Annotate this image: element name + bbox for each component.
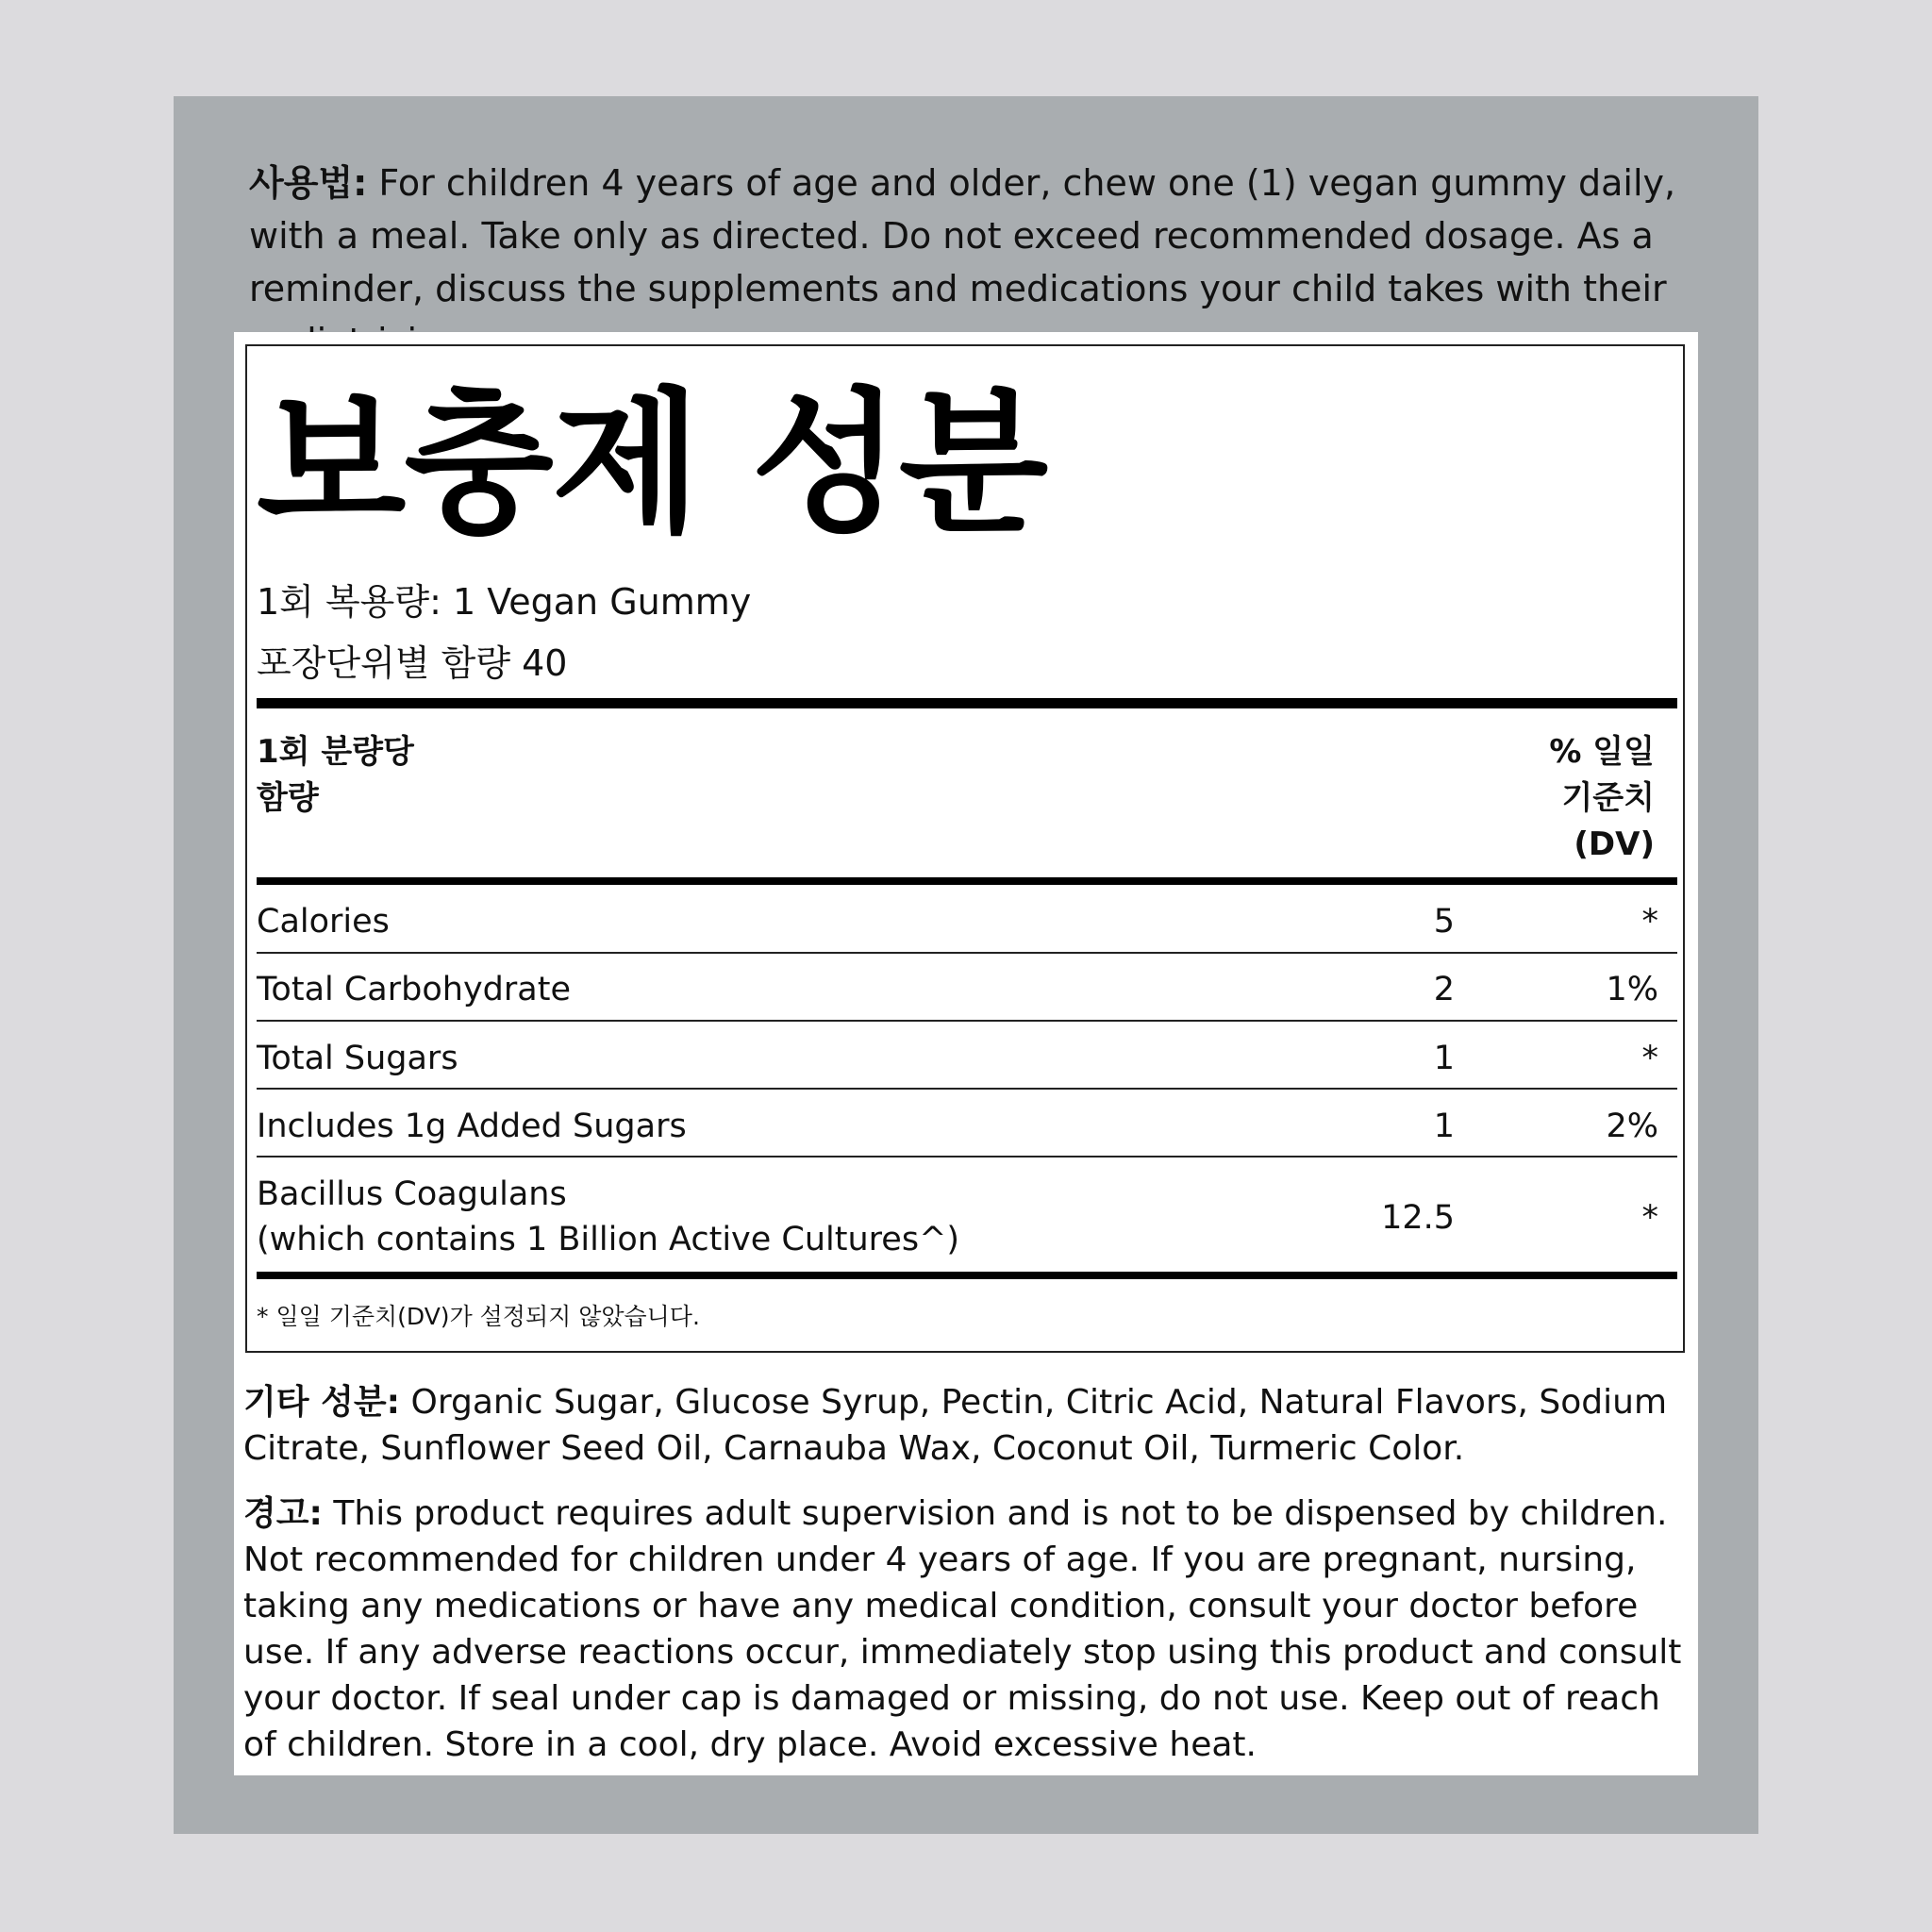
- nutrient-amount: 2: [1433, 971, 1455, 1008]
- header-left-line2: 함량: [257, 779, 319, 817]
- nutrient-dv: 2%: [1606, 1108, 1658, 1145]
- nutrient-dv: *: [1641, 1199, 1658, 1237]
- nutrient-amount: 1: [1433, 1108, 1455, 1145]
- row-divider: [257, 1088, 1677, 1090]
- nutrient-dv: 1%: [1606, 971, 1658, 1008]
- row-divider: [257, 952, 1677, 954]
- nutrient-amount: 5: [1433, 903, 1455, 941]
- header-right-line1: % 일일: [1549, 733, 1655, 771]
- nutrient-dv: *: [1641, 1040, 1658, 1077]
- row-divider: [257, 1020, 1677, 1022]
- warning: [243, 1491, 1687, 1768]
- other-ingredients-label: 기타 성분:: [243, 1383, 401, 1422]
- nutrient-name-detail: (which contains 1 Billion Active Cultures^): [257, 1221, 960, 1258]
- directions-body: For children 4 years of age and older, chew one (1) vegan gummy daily, with a meal. Take only as directed. Do not exceed recommended dosage. As a reminder, discuss the supplements and medications your child takes with their: [249, 162, 1676, 309]
- thick-divider: [257, 698, 1677, 708]
- facts-title: 보충제 성분: [257, 374, 1047, 554]
- daily-value-header: [1523, 729, 1655, 868]
- amount-per-serving-header: [257, 729, 464, 822]
- nutrient-name: Total Carbohydrate: [257, 971, 571, 1008]
- header-right-line2: 기준치: [1561, 779, 1655, 817]
- nutrient-name: Includes 1g Added Sugars: [257, 1108, 687, 1145]
- header-right-line3: (DV): [1574, 825, 1655, 863]
- servings-per-container: 포장단위별 함량 40: [257, 642, 568, 684]
- nutrient-amount: 1: [1433, 1040, 1455, 1077]
- nutrient-name: Bacillus Coagulans: [257, 1175, 567, 1213]
- other-ingredients: [243, 1379, 1687, 1472]
- row-divider: [257, 1156, 1677, 1158]
- nutrient-name: Calories: [257, 903, 390, 941]
- warning-label: 경고:: [243, 1494, 323, 1533]
- warning-text: This product requires adult supervision and is not to be dispensed by children. Not recommended for children under 4 years of age. If you are pregnant, nursing, taking any medications or have any medical condition, consult your doctor before use. If any adverse reactions occur, immediately stop using this product and consult your doctor. If seal under cap is damaged or missing, do not use. Keep out of reach of children. Store in a cool, dry place. Avoid excessive heat.: [243, 1494, 1682, 1764]
- other-ingredients-text: Organic Sugar, Glucose Syrup, Pectin, Citric Acid, Natural Flavors, Sodium Citrate, Sunflower Seed Oil, Carnauba Wax, Coconut Oil, Turmeric Color.: [243, 1383, 1668, 1468]
- serving-size: 1회 복용량: 1 Vegan Gummy: [257, 581, 752, 623]
- supplement-facts-panel: [245, 344, 1685, 1353]
- directions-label: 사용법:: [249, 162, 368, 204]
- medium-divider: [257, 877, 1677, 885]
- nutrient-amount: 12.5: [1381, 1199, 1455, 1237]
- header-left-line1: 1회 분량당: [257, 733, 414, 771]
- nutrient-dv: *: [1641, 903, 1658, 941]
- dv-footnote: * 일일 기준치(DV)가 설정되지 않았습니다.: [257, 1303, 700, 1330]
- bottom-divider: [257, 1272, 1677, 1279]
- nutrient-name: Total Sugars: [257, 1040, 458, 1077]
